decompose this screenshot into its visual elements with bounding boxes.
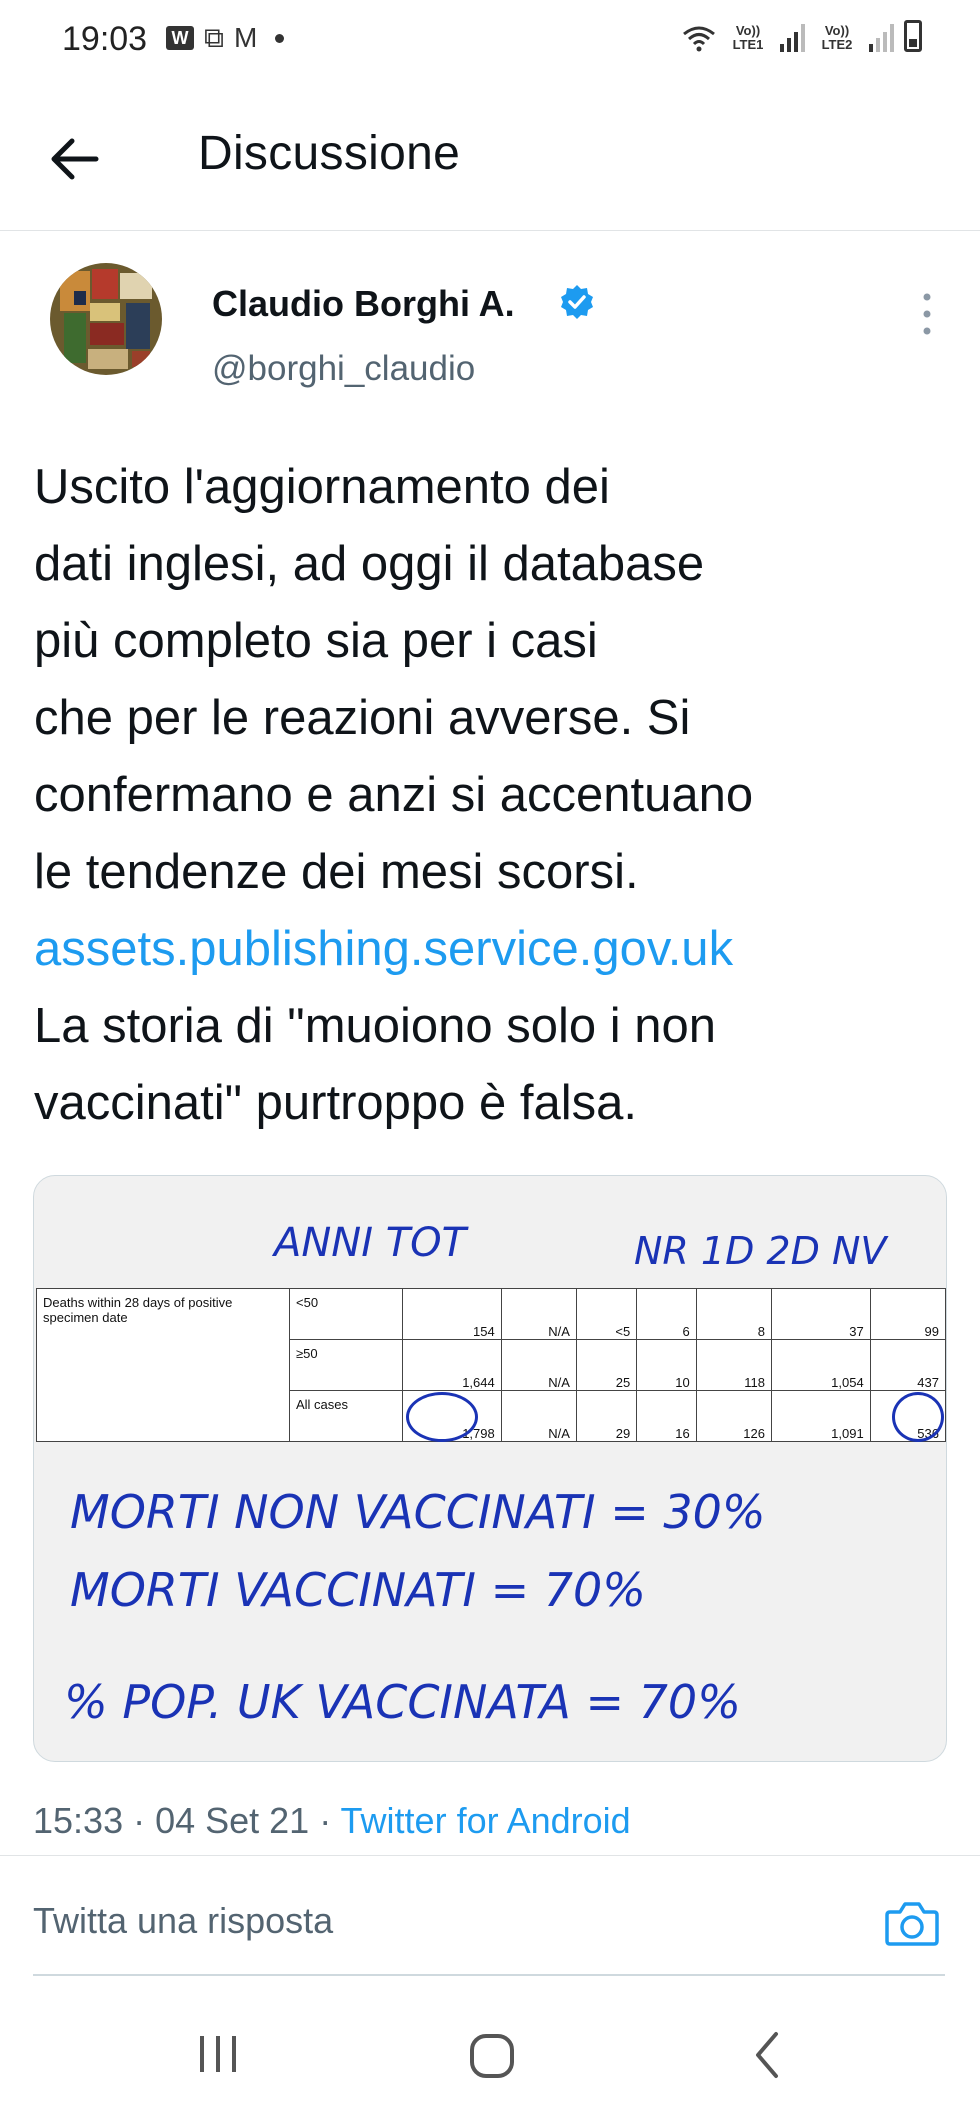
avatar-image [50, 263, 162, 375]
sim1-signal-icon [780, 24, 805, 52]
more-options-icon[interactable] [912, 289, 942, 339]
table-cell: 536 [870, 1391, 945, 1442]
handwritten-header-left: ANNI TOT [274, 1220, 467, 1266]
status-notification-icons [166, 22, 284, 53]
w-app-icon: W [166, 26, 194, 50]
gmail-icon: M [234, 22, 258, 53]
table-cell: 8 [696, 1289, 771, 1340]
author-name[interactable]: Claudio Borghi A. [212, 283, 515, 324]
handwritten-note-line: % POP. UK VACCINATA = 70% [64, 1675, 741, 1729]
table-cell: 1,054 [771, 1340, 870, 1391]
table-cell: 118 [696, 1340, 771, 1391]
table-cell: N/A [501, 1340, 576, 1391]
top-app-bar [0, 84, 980, 231]
status-bar [0, 0, 980, 84]
table-cell: 99 [870, 1289, 945, 1340]
tweet-text-line: più completo sia per i casi [34, 614, 598, 668]
chevron-left-icon[interactable] [752, 2030, 782, 2080]
table-cell: 37 [771, 1289, 870, 1340]
table-cell: <5 [576, 1289, 636, 1340]
system-navigation-bar [0, 2000, 980, 2123]
table-cell: 29 [576, 1391, 636, 1442]
deaths-table [36, 1288, 946, 1442]
table-cell: 154 [403, 1289, 502, 1340]
handwritten-circle-total [406, 1392, 478, 1442]
wifi-icon [682, 24, 716, 52]
recent-apps-icon[interactable] [196, 2032, 240, 2076]
sim1-label: Vo)) LTE1 [732, 23, 764, 52]
tweet-text [34, 449, 964, 1142]
table-cell: N/A [501, 1289, 576, 1340]
camera-icon[interactable] [884, 1898, 940, 1948]
table-cell: 6 [637, 1289, 697, 1340]
arrow-left-icon [50, 137, 100, 181]
status-system-icons [682, 20, 922, 52]
status-time: 19:03 [62, 20, 148, 58]
handwritten-header-right: NR 1D 2D NV [634, 1229, 887, 1273]
table-age-cell: ≥50 [290, 1340, 403, 1391]
handwritten-notes [34, 1456, 946, 1756]
table-row [37, 1289, 946, 1340]
table-cell: 25 [576, 1340, 636, 1391]
page-title: Discussione [198, 127, 461, 180]
handwritten-header [34, 1176, 946, 1286]
notification-dot-icon [275, 34, 284, 43]
tweet-text-line: che per le reazioni avverse. Si [34, 691, 691, 745]
outlook-icon: ⧉ [204, 22, 224, 53]
tweet-text-line: La storia di "muoiono solo i non [34, 999, 717, 1053]
handwritten-note-line: MORTI NON VACCINATI = 30% [70, 1485, 766, 1539]
table-cell: 1,798 [403, 1391, 502, 1442]
reply-input[interactable]: Twitta una risposta [33, 1900, 334, 1941]
avatar[interactable] [50, 263, 162, 375]
reply-composer[interactable] [0, 1856, 980, 1974]
tweet-text-line: dati inglesi, ad oggi il database [34, 537, 705, 591]
tweet-text-line: Uscito l'aggiornamento dei [34, 460, 610, 514]
table-cell: 1,091 [771, 1391, 870, 1442]
table-age-cell: All cases [290, 1391, 403, 1442]
table-cell: 437 [870, 1340, 945, 1391]
verified-badge-icon [558, 283, 596, 321]
home-icon[interactable] [468, 2032, 516, 2080]
table-cell: 10 [637, 1340, 697, 1391]
author-handle[interactable]: @borghi_claudio [212, 349, 476, 388]
tweet-source-link[interactable]: Twitter for Android [340, 1800, 631, 1841]
table-cell: 1,644 [403, 1340, 502, 1391]
handwritten-circle-unvaccinated [892, 1392, 944, 1442]
handwritten-note-line: MORTI VACCINATI = 70% [70, 1563, 646, 1617]
table-cell: N/A [501, 1391, 576, 1442]
sim2-label: Vo)) LTE2 [821, 23, 853, 52]
tweet-text-line: confermano e anzi si accentuano [34, 768, 754, 822]
table-cell: 126 [696, 1391, 771, 1442]
table-row-label: Deaths within 28 days of positive specimen date [37, 1289, 290, 1442]
tweet-text-line: vaccinati" purtroppo è falsa. [34, 1076, 638, 1130]
sim2-signal-icon [869, 24, 894, 52]
battery-icon [904, 20, 922, 52]
tweet-meta [33, 1800, 631, 1842]
back-button[interactable] [40, 124, 110, 194]
table-cell: 16 [637, 1391, 697, 1442]
tweet-timestamp[interactable]: 15:33 · 04 Set 21 · [33, 1800, 341, 1841]
divider [33, 1974, 945, 1976]
tweet-media-image[interactable] [33, 1175, 947, 1762]
table-age-cell: <50 [290, 1289, 403, 1340]
tweet-link[interactable]: assets.publishing.service.gov.uk [34, 922, 734, 976]
tweet-text-line: le tendenze dei mesi scorsi. [34, 845, 639, 899]
